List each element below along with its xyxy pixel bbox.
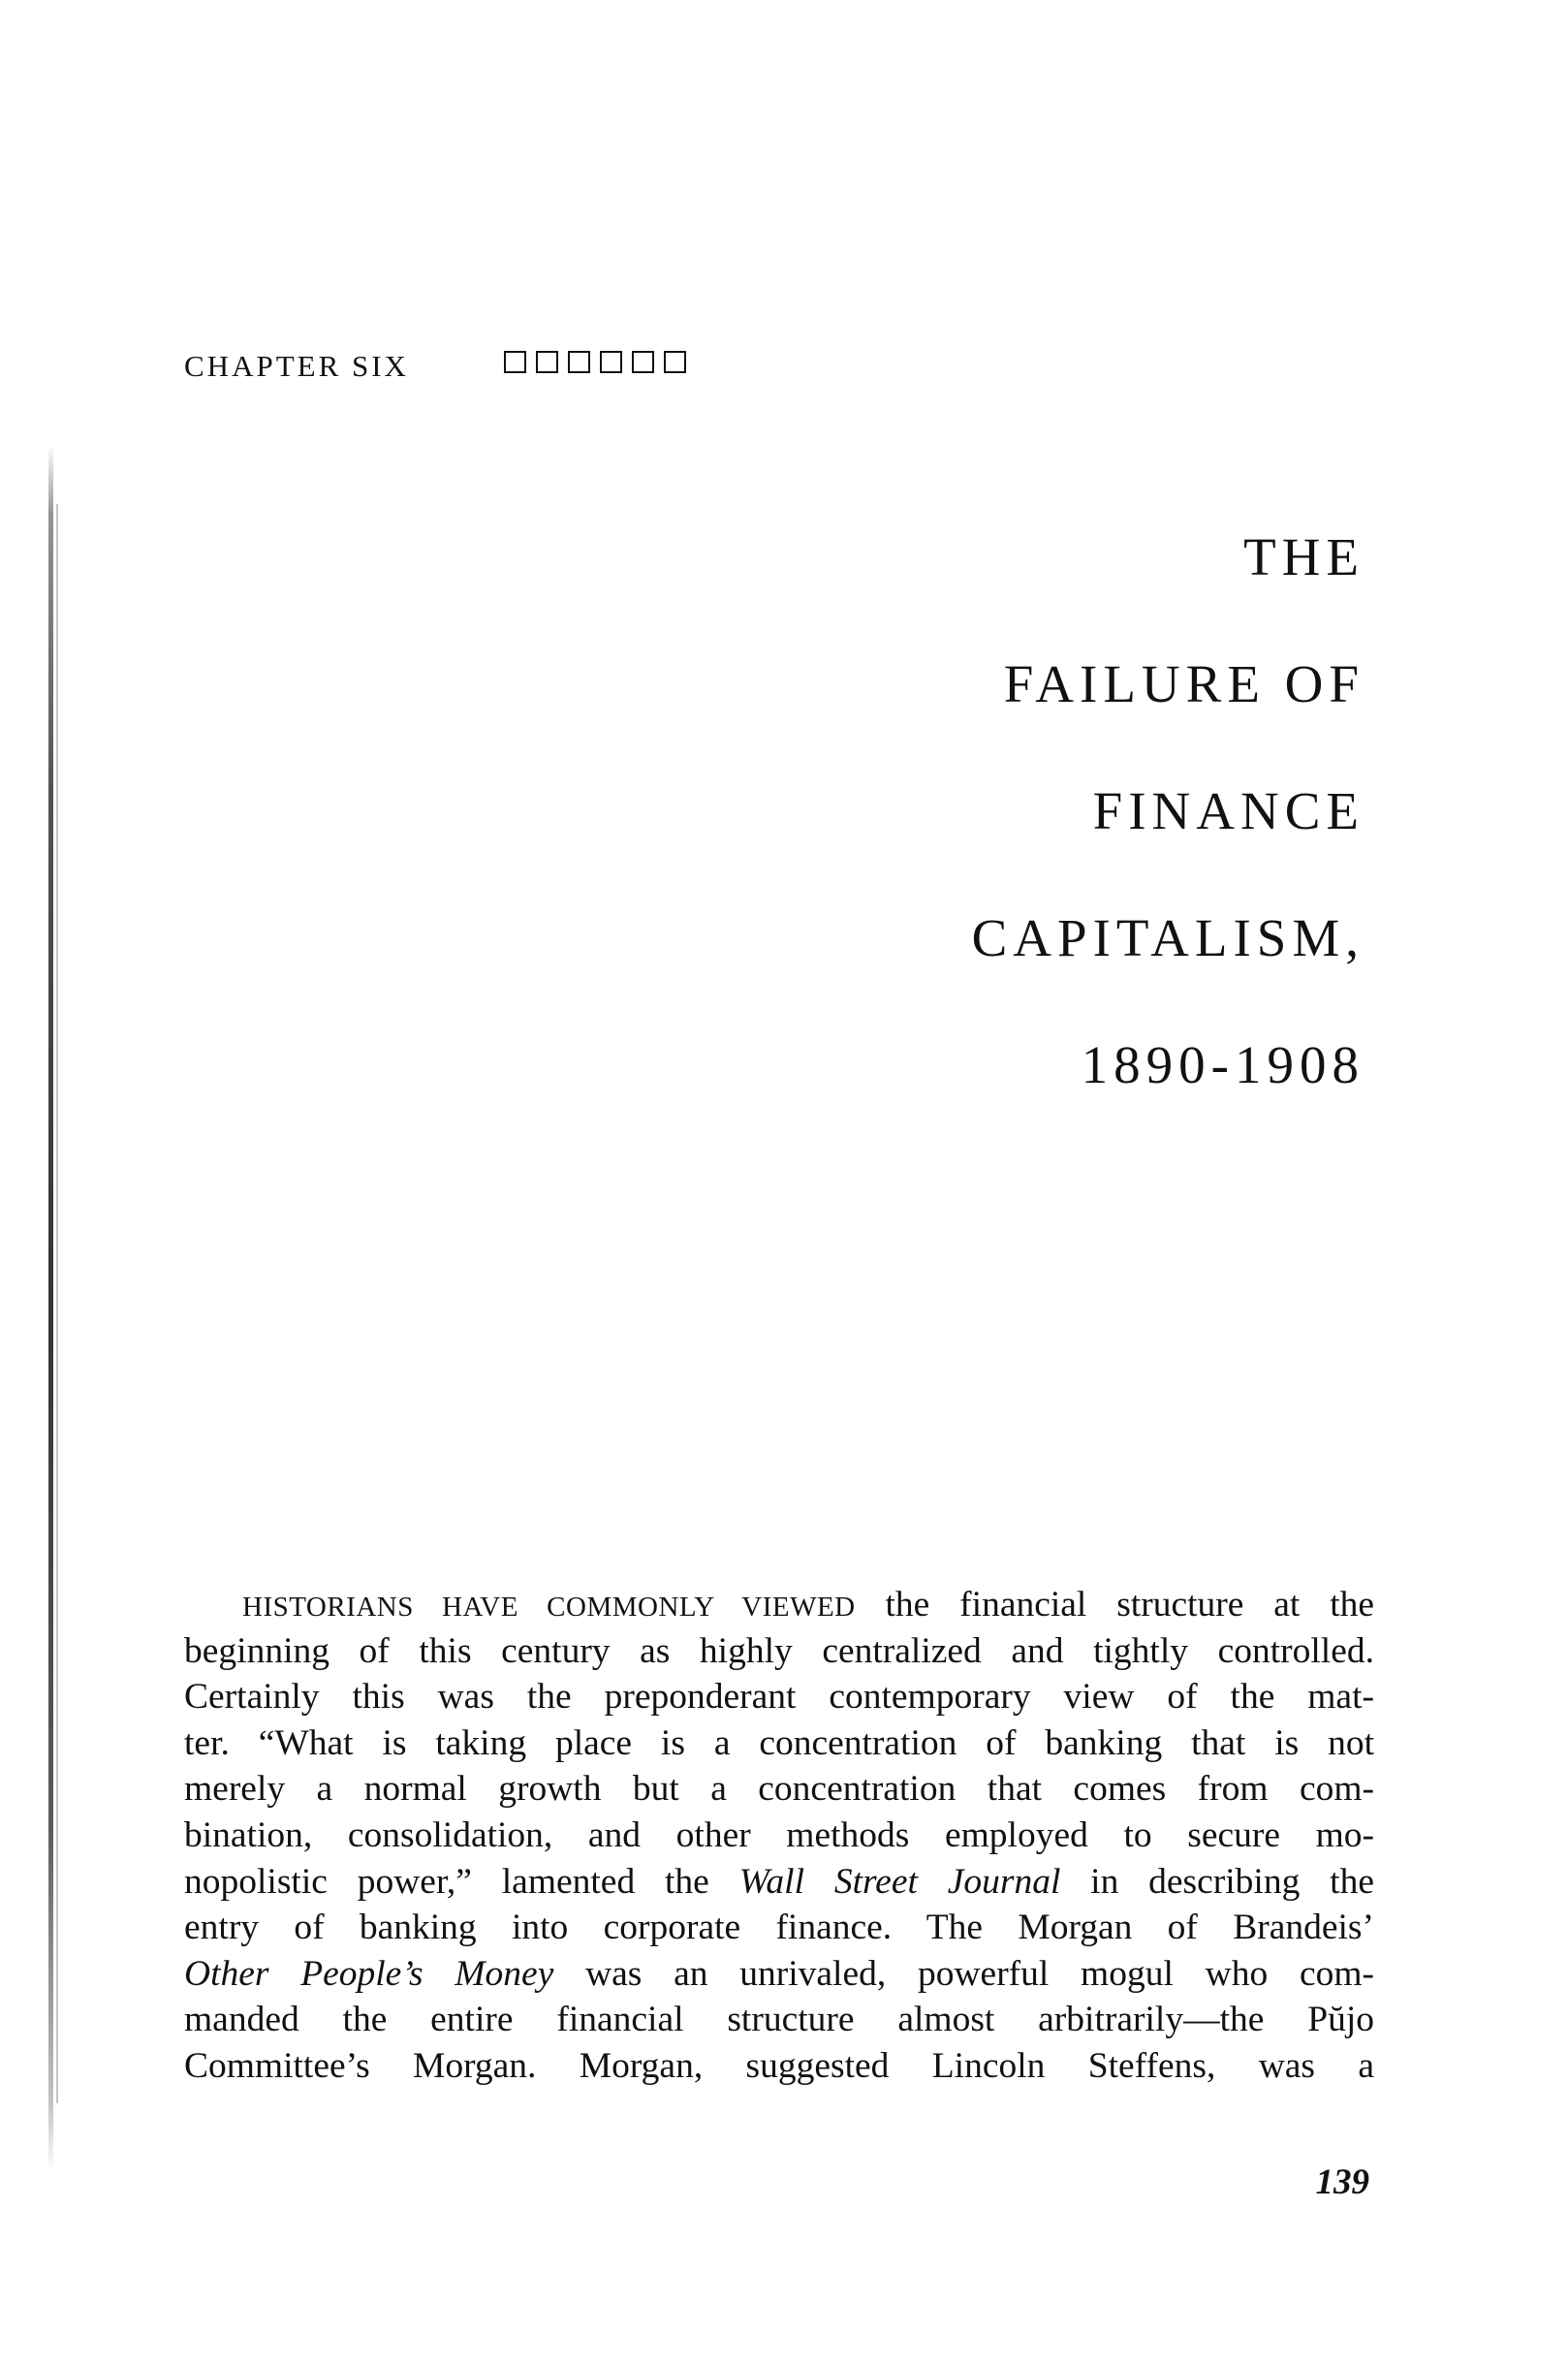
body-line: manded the entire financial structure almost arbitrarily—the Pŭjo xyxy=(184,2000,1374,2040)
ornament-box xyxy=(664,351,686,373)
binding-shadow-secondary xyxy=(56,504,58,2103)
body-line: bination, consolidation, and other methods employed to secure mo- xyxy=(184,1814,1374,1855)
title-line-4: CAPITALISM, xyxy=(971,908,1364,967)
ornament-box xyxy=(536,351,558,373)
ornament-box xyxy=(504,351,526,373)
body-line-text: in describing the xyxy=(1060,1861,1374,1902)
chapter-label: CHAPTER SIX xyxy=(184,349,409,383)
ornament-box xyxy=(568,351,590,373)
body-paragraph xyxy=(184,1582,1374,2090)
body-line xyxy=(184,1951,1374,1998)
binding-shadow xyxy=(48,446,53,2171)
body-line xyxy=(184,1582,1374,1628)
body-line: ter. “What is taking place is a concentration of banking that is not xyxy=(184,1722,1374,1763)
body-line: merely a normal growth but a concentration that comes from com- xyxy=(184,1769,1374,1810)
title-line-2: FAILURE OF xyxy=(1003,654,1364,713)
chapter-title xyxy=(686,528,1364,1163)
title-line-1: THE xyxy=(1243,527,1364,586)
chapter-ornament-boxes xyxy=(504,351,686,378)
body-line: beginning of this century as highly centralized and tightly controlled. xyxy=(184,1630,1374,1671)
page-number: 139 xyxy=(1315,2162,1369,2202)
body-line-text: the financial structure at the xyxy=(855,1585,1375,1625)
lead-in-smallcaps: HISTORIANS HAVE COMMONLY VIEWED xyxy=(242,1592,856,1623)
ornament-box xyxy=(632,351,654,373)
body-line-text: was an unrivaled, powerful mogul who com- xyxy=(553,1953,1374,1994)
body-line: Certainly this was the preponderant contemporary view of the mat- xyxy=(184,1677,1374,1718)
italic-title-wsj: Wall Street Journal xyxy=(738,1861,1061,1902)
italic-title-opm: Other People’s Money xyxy=(184,1953,554,1994)
body-line: Committee’s Morgan. Morgan, suggested Lincoln Steffens, was a xyxy=(184,2045,1374,2086)
body-line-text: nopolistic power,” lamented the xyxy=(184,1861,739,1902)
ornament-box xyxy=(600,351,622,373)
title-line-3: FINANCE xyxy=(1092,781,1364,840)
title-line-5: 1890-1908 xyxy=(1081,1035,1364,1094)
body-line xyxy=(184,1859,1374,1906)
body-line: entry of banking into corporate finance. The Morgan of Brandeis’ xyxy=(184,1908,1374,1948)
